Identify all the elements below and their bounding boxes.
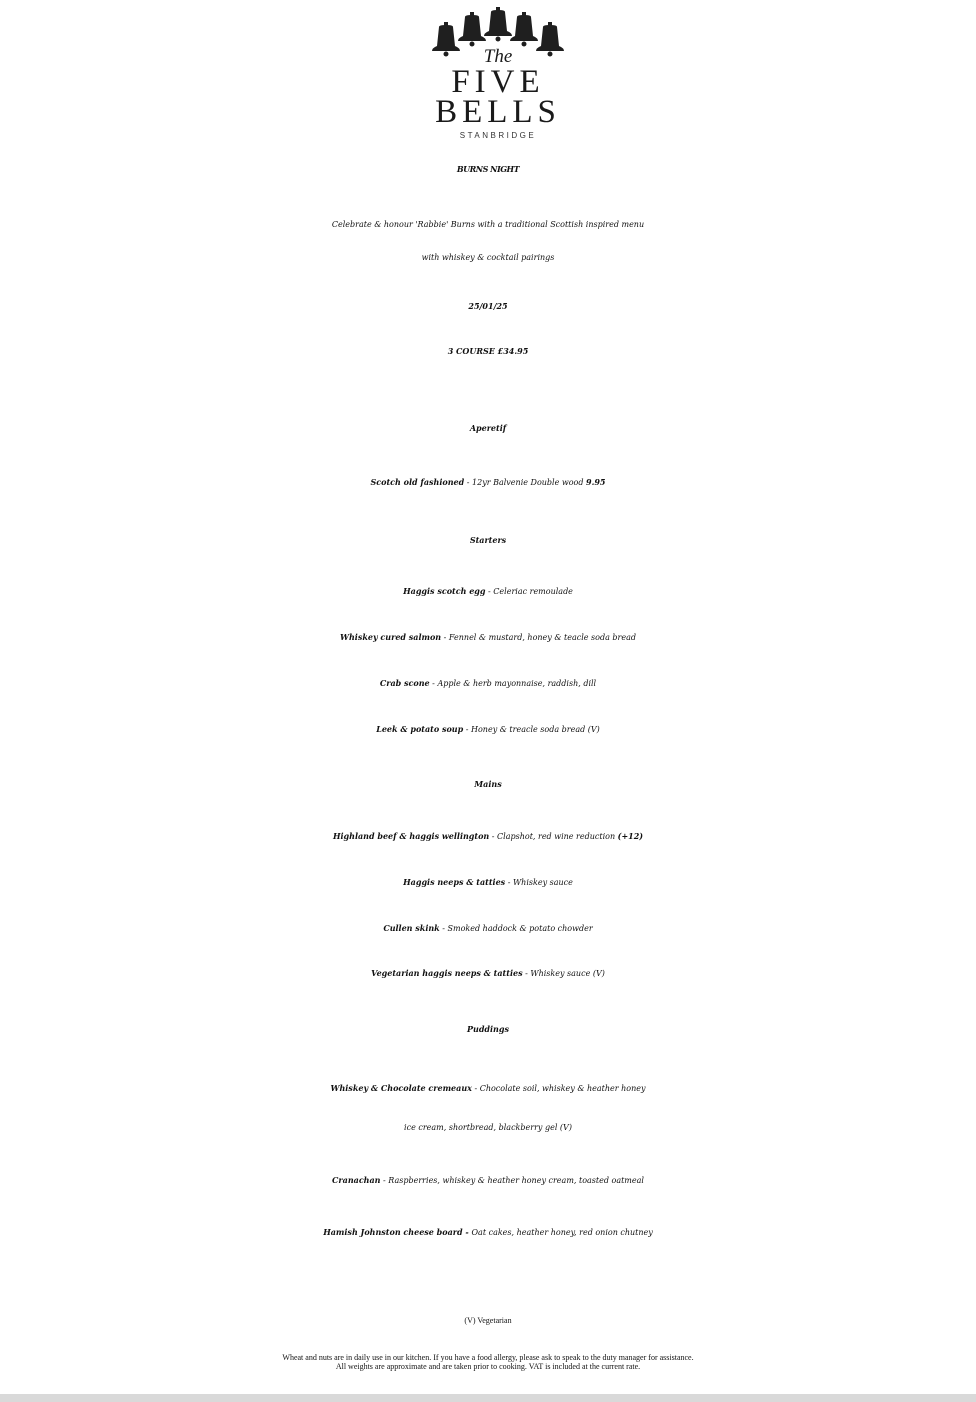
- item-sep: -: [441, 633, 449, 642]
- menu-item-pudding-continued: ice cream, shortbread, blackberry gel (V): [404, 1123, 572, 1132]
- item-desc: Honey & treacle soda bread (V): [471, 725, 600, 734]
- menu-item-aperetif: [0, 477, 976, 487]
- section-title-mains: Mains: [474, 779, 502, 789]
- menu-item-main: [0, 923, 976, 933]
- logo-the-text: The: [483, 46, 513, 67]
- menu-item-starter: [0, 586, 976, 596]
- item-sep: -: [429, 679, 438, 688]
- item-name: Highland beef & haggis wellington: [332, 831, 490, 841]
- item-sep: -: [522, 969, 531, 978]
- logo-bells-text: BELLS: [435, 94, 561, 130]
- menu-item-pudding: [0, 1083, 976, 1093]
- menu-price: 3 COURSE £34.95: [447, 346, 529, 356]
- weights-vat-notice: All weights are approximate and are taken prior to cooking. VAT is included at the current rate.: [335, 1362, 641, 1371]
- item-sep: -: [471, 1084, 480, 1093]
- item-desc: Whiskey sauce (V): [530, 969, 605, 978]
- item-name: Cullen skink: [383, 923, 440, 933]
- allergy-notice: Wheat and nuts are in daily use in our kitchen. If you have a food allergy, please ask to speak to the duty manager for assistance.: [282, 1353, 694, 1362]
- item-sep: -: [463, 725, 472, 734]
- item-name: Vegetarian haggis neeps & tatties: [371, 968, 523, 978]
- item-desc: Raspberries, whiskey & heather honey cream, toasted oatmeal: [388, 1176, 644, 1185]
- menu-item-main: [0, 877, 976, 887]
- item-supplement: (+12): [617, 831, 644, 841]
- item-name: Hamish Johnston cheese board: [323, 1227, 463, 1237]
- item-desc: Apple & herb mayonnaise, raddish, dill: [437, 679, 597, 688]
- item-sep: -: [505, 878, 513, 887]
- item-desc: Chocolate soil, whiskey & heather honey: [479, 1084, 646, 1093]
- section-title-puddings: Puddings: [467, 1024, 509, 1034]
- section-title-starters: Starters: [469, 535, 507, 545]
- section-title-aperetif: Aperetif: [469, 423, 507, 433]
- menu-item-starter: [0, 632, 976, 642]
- menu-item-pudding: [0, 1175, 976, 1185]
- item-name: Cranachan: [332, 1175, 381, 1185]
- item-sep: -: [464, 478, 473, 487]
- item-name: Haggis scotch egg: [403, 586, 486, 596]
- page-bottom-edge: [0, 1394, 976, 1402]
- menu-title: BURNS NIGHT: [456, 164, 520, 174]
- item-name: Whiskey & Chocolate cremeaux: [330, 1083, 472, 1093]
- logo-five-text: FIVE: [451, 64, 545, 100]
- item-desc: Clapshot, red wine reduction: [497, 832, 618, 841]
- menu-item-main: [0, 968, 976, 978]
- item-desc: Oat cakes, heather honey, red onion chutney: [471, 1228, 653, 1237]
- item-sep: -: [380, 1176, 389, 1185]
- item-name: Leek & potato soup: [376, 724, 464, 734]
- item-sep: -: [489, 832, 498, 841]
- menu-item-pudding: [0, 1227, 976, 1237]
- intro-line-1: Celebrate & honour 'Rabbie' Burns with a traditional Scottish inspired menu: [331, 220, 645, 229]
- vegetarian-key: (V) Vegetarian: [464, 1316, 512, 1325]
- item-desc: Whiskey sauce: [512, 878, 573, 887]
- menu-item-main: [0, 831, 976, 841]
- item-name: Crab scone: [379, 678, 430, 688]
- intro-line-2: with whiskey & cocktail pairings: [421, 253, 555, 262]
- event-date: 25/01/25: [468, 301, 508, 311]
- logo-location-text: STANBRIDGE: [459, 131, 537, 140]
- five-bells-logo: [418, 2, 578, 142]
- item-name: Haggis neeps & tatties: [403, 877, 506, 887]
- item-name: Scotch old fashioned: [370, 477, 465, 487]
- item-desc: Celeriac remoulade: [493, 587, 573, 596]
- item-sep: -: [462, 1227, 472, 1237]
- menu-item-starter: [0, 724, 976, 734]
- item-desc: Smoked haddock & potato chowder: [447, 924, 593, 933]
- item-name: Whiskey cured salmon: [340, 632, 442, 642]
- menu-item-starter: [0, 678, 976, 688]
- item-desc: 12yr Balvenie Double wood: [472, 478, 587, 487]
- item-sep: -: [439, 924, 448, 933]
- item-desc: Fennel & mustard, honey & teacle soda bread: [448, 633, 636, 642]
- item-price: 9.95: [586, 477, 606, 487]
- item-sep: -: [485, 587, 494, 596]
